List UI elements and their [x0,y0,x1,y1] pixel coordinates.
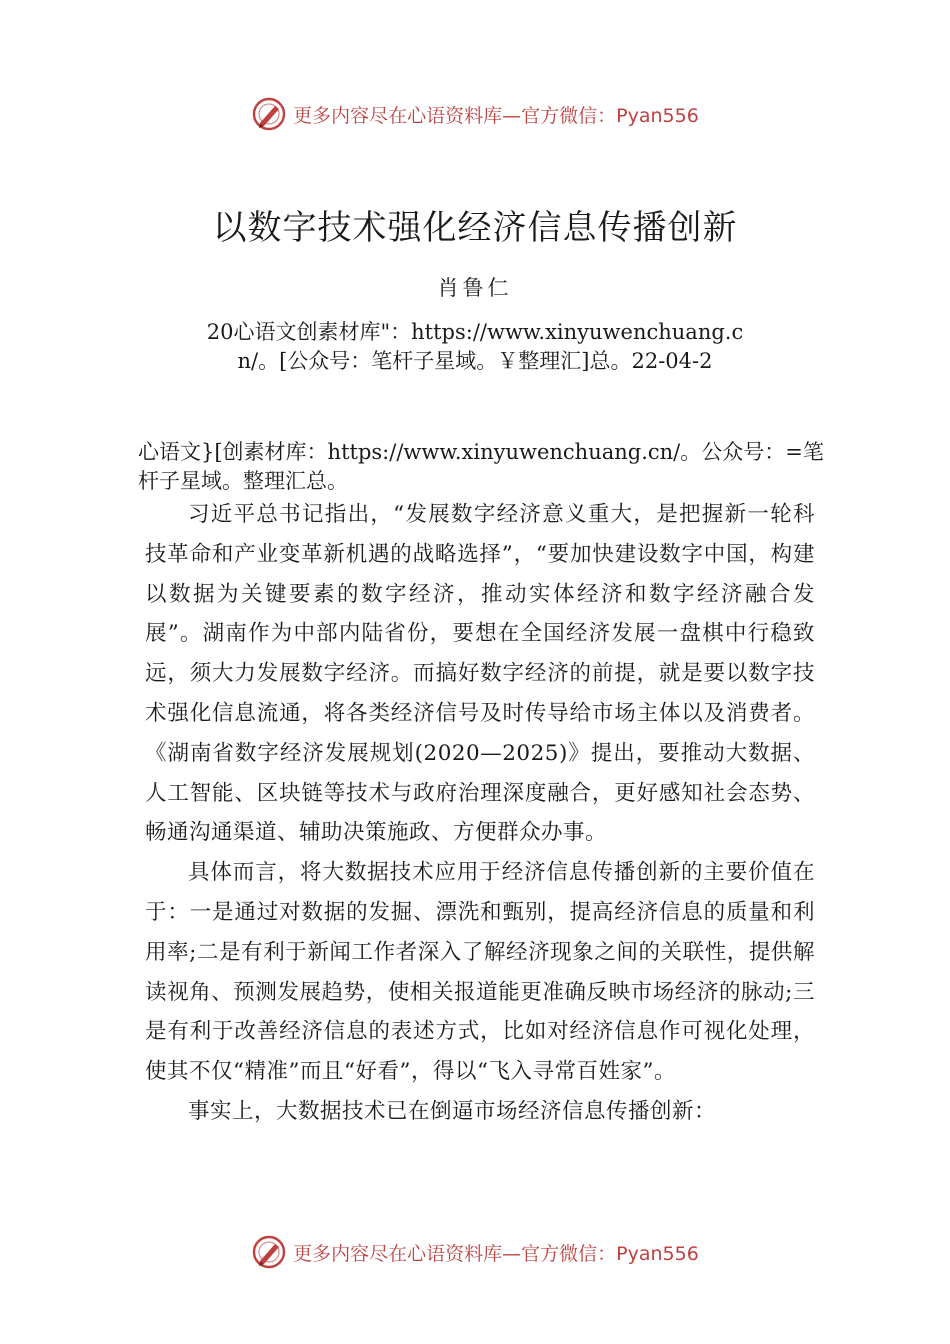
header-banner [0,92,950,136]
paragraph: 事实上，大数据技术已在倒逼市场经济信息传播创新： [188,1098,717,1124]
paragraph: 习近平总书记指出，“发展数字经济意义重大，是把握新一轮科技革命和产业变革新机遇的战略选择”，“要加快建设数字中国，构建以数据为关键要素的数字经济，推动实体经济和数字经济融合发展”。湖南作为中部内陆省份，要想在全国经济发展一盘棋中行稳致远，须大力发展数字经济。而搞好数字经济的前提，就是要以数字技术强化信息流通，将各类经济信号及时传导给市场主体以及消费者。《湖南省数字经济发展规划(2020—2025)》提出，要推动大数据、人工智能、区块链等技术与政府治理深度融合，更好感知社会态势、畅通沟通渠道、辅助决策施政、方便群众办事。 [145,502,815,846]
banner-text: 更多内容尽在心语资料库—官方微信：Pyan556 [293,1242,699,1265]
pen-logo-icon [251,1234,287,1270]
page-title: 以数字技术强化经济信息传播创新 [212,208,738,248]
paragraph: 具体而言，将大数据技术应用于经济信息传播创新的主要价值在于：一是通过对数据的发掘、漂洗和甄别，提高经济信息的质量和利用率;二是有利于新闻工作者深入了解经济现象之间的关联性，提供解读视角、预测发展趋势，使相关报道能更准确反映市场经济的脉动;三是有利于改善经济信息的表述方式，比如对经济信息作可视化处理，使其不仅“精准”而且“好看”，得以“飞入寻常百姓家”。 [145,860,815,1085]
article-body [145,495,815,1132]
author-name: 肖鲁仁 [437,276,513,300]
source-note-line: 心语文}[创素材库：https://www.xinyuwenchuang.cn/。公众号：=笔杆子星域。整理汇总。 [138,440,824,493]
source-note-block: 20心语文创素材库"：https://www.xinyuwenchuang.cn/。[公众号：笔杆子星域。￥整理汇]总。22-04-2 [206,320,744,373]
banner-text: 更多内容尽在心语资料库—官方微信：Pyan556 [293,104,699,127]
footer-banner [0,1230,950,1274]
pen-logo-icon [251,96,287,132]
